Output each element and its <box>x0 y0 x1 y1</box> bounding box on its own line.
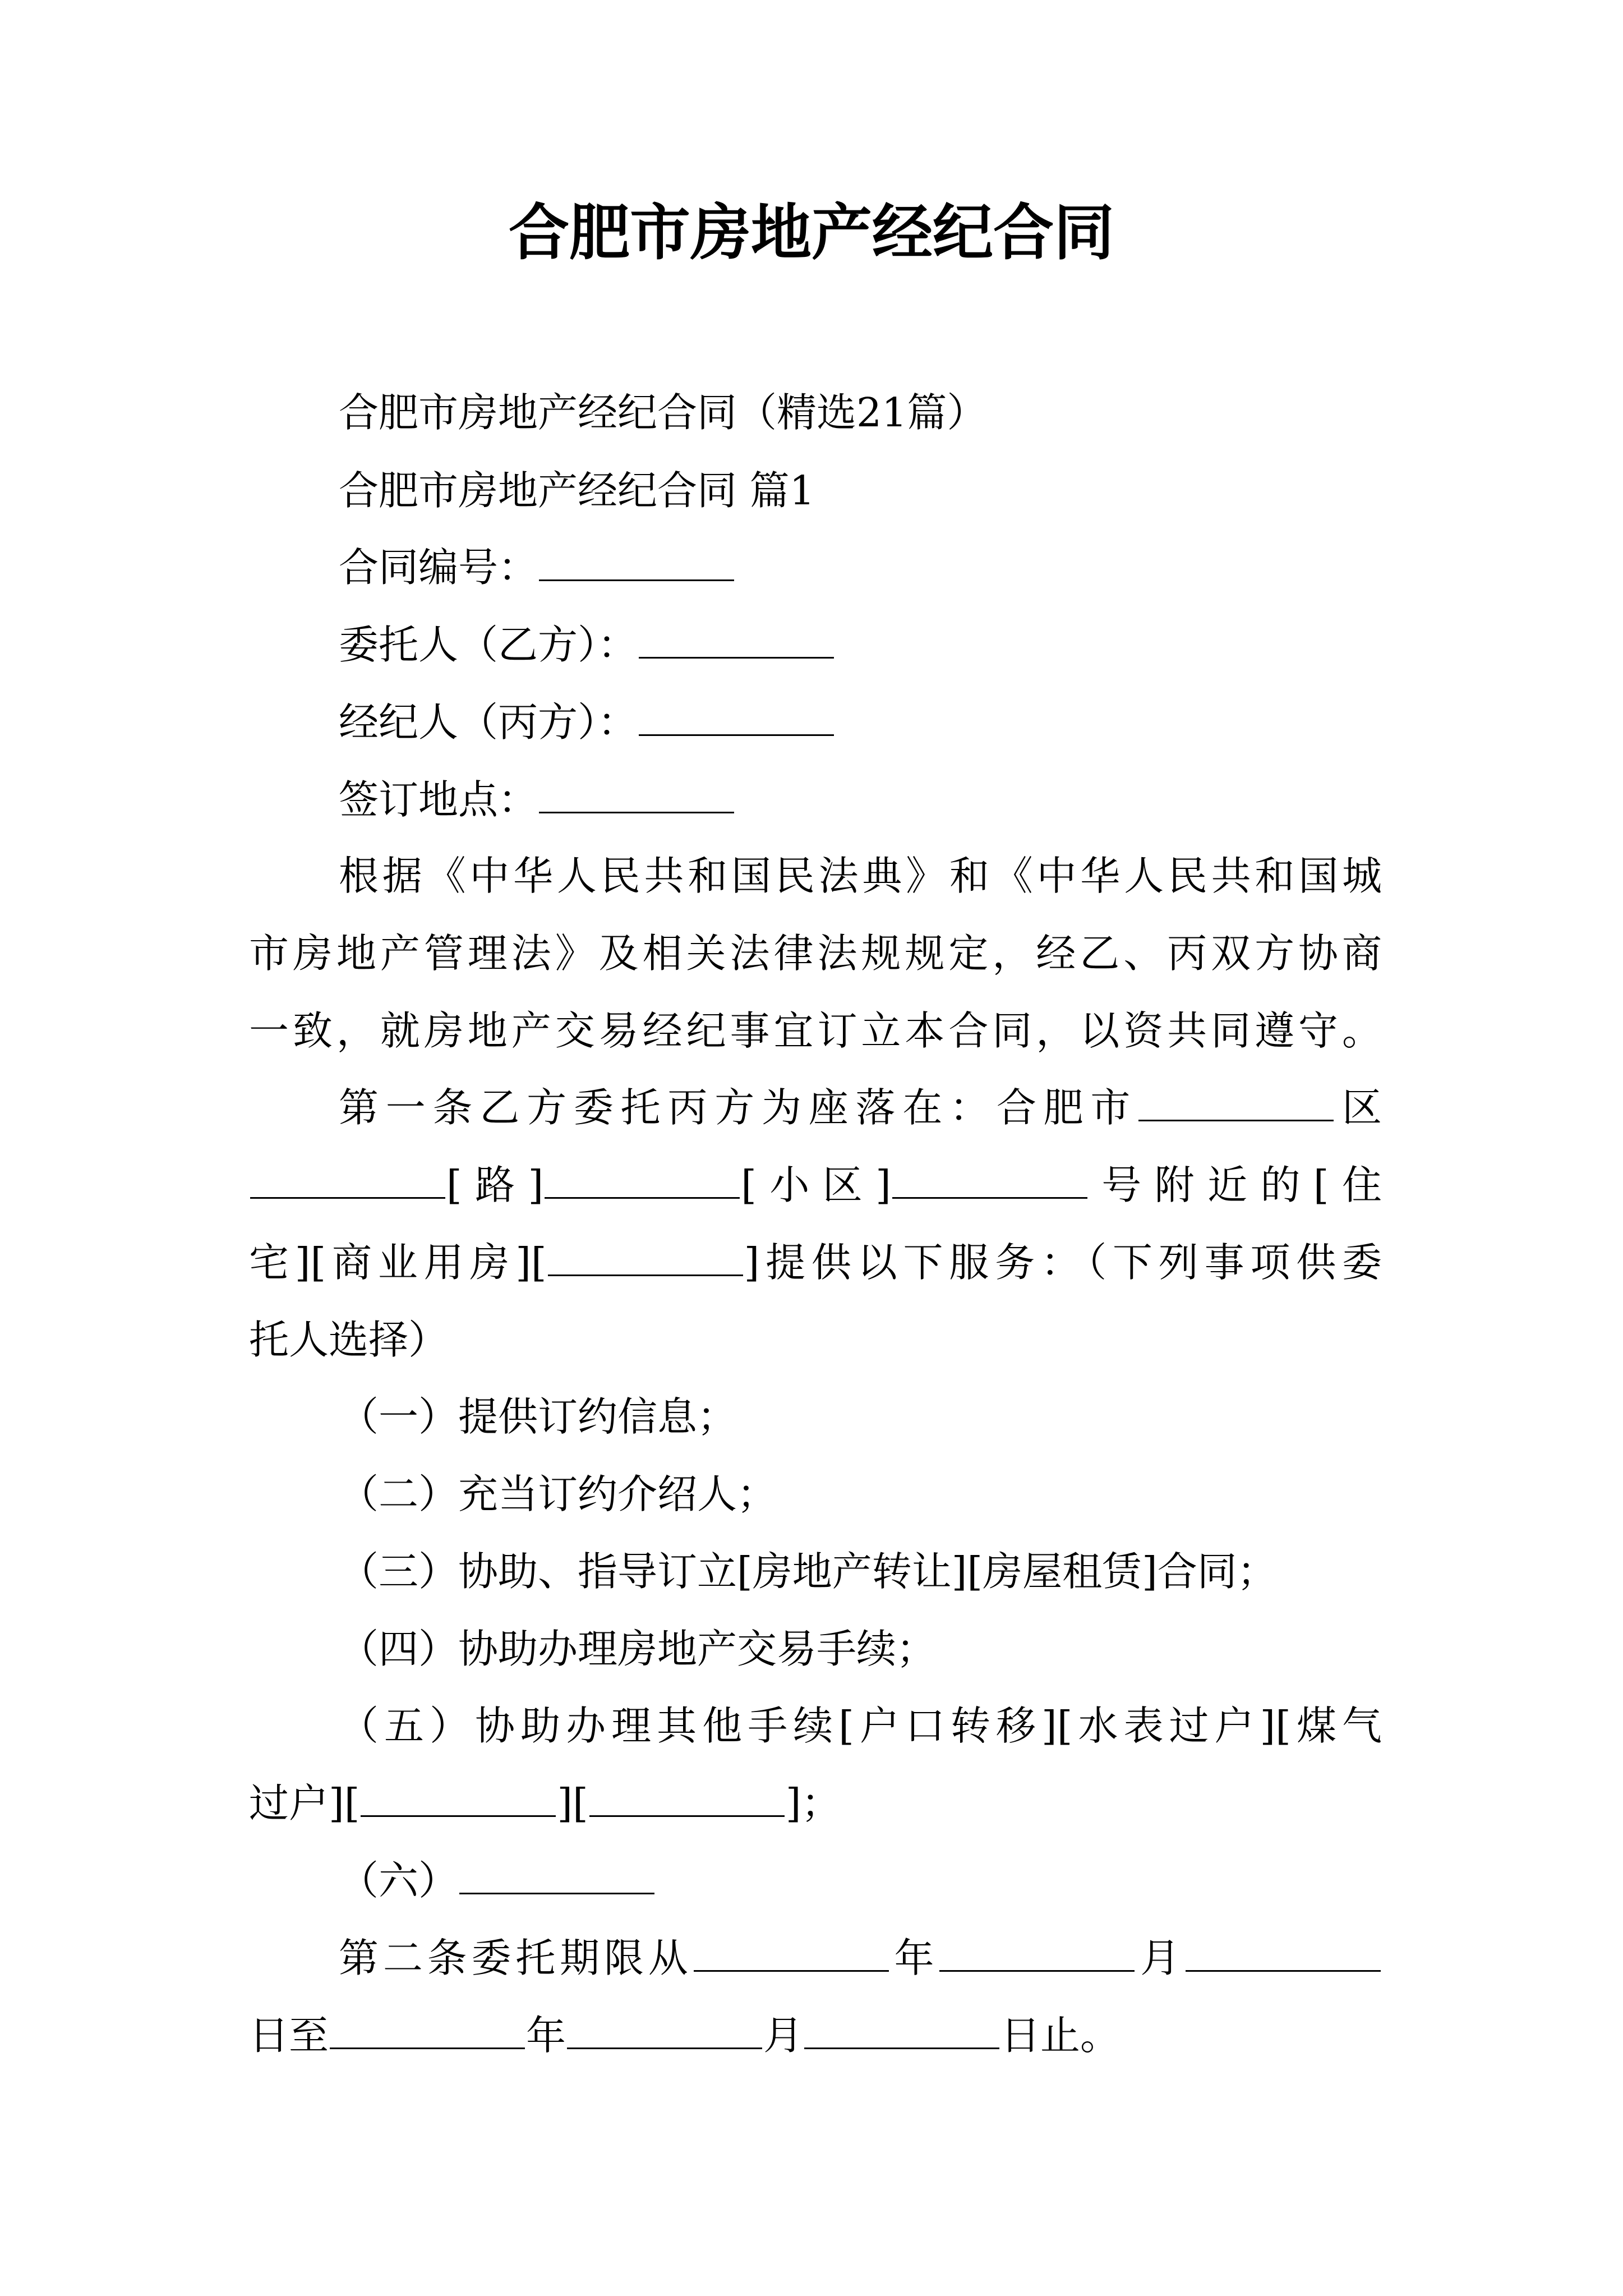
other-procedure-blank-1[interactable] <box>361 1782 556 1817</box>
service-item-3: （三）协助、指导订立[房地产转让][房屋租赁]合同； <box>339 1548 1277 1595</box>
article2-line-1 <box>339 1930 1382 1986</box>
section-heading: 合肥市房地产经纪合同 篇1 <box>339 467 815 514</box>
article1-text-c: 号附近的[住 <box>1088 1162 1382 1208</box>
preamble-line-3: 一致，就房地产交易经纪事宜订立本合同，以资共同遵守。 <box>249 1007 1382 1054</box>
article1-text-d: ]提供以下服务：（下列事项供委 <box>744 1239 1382 1286</box>
other-procedure-blank-2[interactable] <box>589 1782 785 1817</box>
broker-blank[interactable] <box>639 701 834 736</box>
principal-line <box>339 617 835 673</box>
article2-text-end: 日止。 <box>1000 2012 1121 2059</box>
contract-number-label: 合同编号： <box>339 544 538 591</box>
signing-place-line <box>339 772 735 828</box>
preamble-line-1: 根据《中华人民共和国民法典》和《中华人民共和国城 <box>339 853 1382 899</box>
end-month-label: 月 <box>763 2012 804 2059</box>
service-item-1: （一）提供订约信息； <box>339 1393 737 1440</box>
community-label: [小区] <box>741 1162 891 1208</box>
end-day-blank[interactable] <box>804 2014 999 2049</box>
article1-text-a: 第一条乙方委托丙方为座落在：合肥市 <box>339 1084 1138 1131</box>
property-type-blank[interactable] <box>548 1241 743 1276</box>
year-label: 年 <box>889 1935 939 1981</box>
district-blank[interactable] <box>1138 1086 1334 1121</box>
start-day-blank[interactable] <box>1186 1936 1381 1972</box>
principal-label: 委托人（乙方）： <box>339 622 638 668</box>
contract-number-line <box>339 540 735 596</box>
broker-label: 经纪人（丙方）： <box>339 699 638 746</box>
preamble-line-2: 市房地产管理法》及相关法律法规规定，经乙、丙双方协商 <box>249 930 1382 977</box>
community-blank[interactable] <box>545 1163 740 1199</box>
end-year-blank[interactable] <box>330 2014 525 2049</box>
road-blank[interactable] <box>250 1163 445 1199</box>
collection-heading: 合肥市房地产经纪合同（精选21篇） <box>339 389 987 436</box>
service-item-6 <box>339 1853 656 1909</box>
article1-line-4: 托人选择） <box>249 1317 449 1363</box>
property-type-options: 宅][商业用房][ <box>249 1239 547 1286</box>
service-item-2: （二）充当订约介绍人； <box>339 1471 777 1517</box>
service-5-text-c: ]； <box>785 1780 841 1826</box>
month-label: 月 <box>1136 1935 1184 1981</box>
document-title: 合肥市房地产经纪合同 <box>508 197 1114 268</box>
end-month-blank[interactable] <box>567 2014 762 2049</box>
article1-line-3 <box>249 1235 1382 1291</box>
end-year-label: 年 <box>526 2012 566 2059</box>
signing-place-blank[interactable] <box>539 778 734 813</box>
article1-line-2 <box>249 1157 1382 1213</box>
article2-line-2 <box>249 2008 1120 2064</box>
service-5-text-b: ][ <box>557 1780 588 1826</box>
service-6-blank[interactable] <box>459 1859 654 1894</box>
road-label: [路] <box>446 1162 544 1208</box>
service-item-5: （五）协助办理其他手续[户口转移][水表过户][煤气 <box>339 1703 1382 1749</box>
article2-text-b: 日至 <box>249 2012 329 2059</box>
article2-text-a: 第二条委托期限从 <box>339 1935 693 1981</box>
service-item-4: （四）协助办理房地产交易手续； <box>339 1626 937 1672</box>
service-item-5-continued <box>249 1775 841 1832</box>
principal-blank[interactable] <box>639 623 834 659</box>
contract-number-blank[interactable] <box>539 546 734 581</box>
broker-line <box>339 694 835 751</box>
service-6-label: （六） <box>339 1857 459 1904</box>
service-5-text-a: 过户][ <box>249 1780 360 1826</box>
article1-line-1 <box>339 1080 1382 1136</box>
start-month-blank[interactable] <box>939 1936 1135 1972</box>
article1-text-b: 区 <box>1335 1084 1382 1131</box>
number-blank[interactable] <box>892 1163 1087 1199</box>
start-year-blank[interactable] <box>694 1936 889 1972</box>
signing-place-label: 签订地点： <box>339 776 538 823</box>
